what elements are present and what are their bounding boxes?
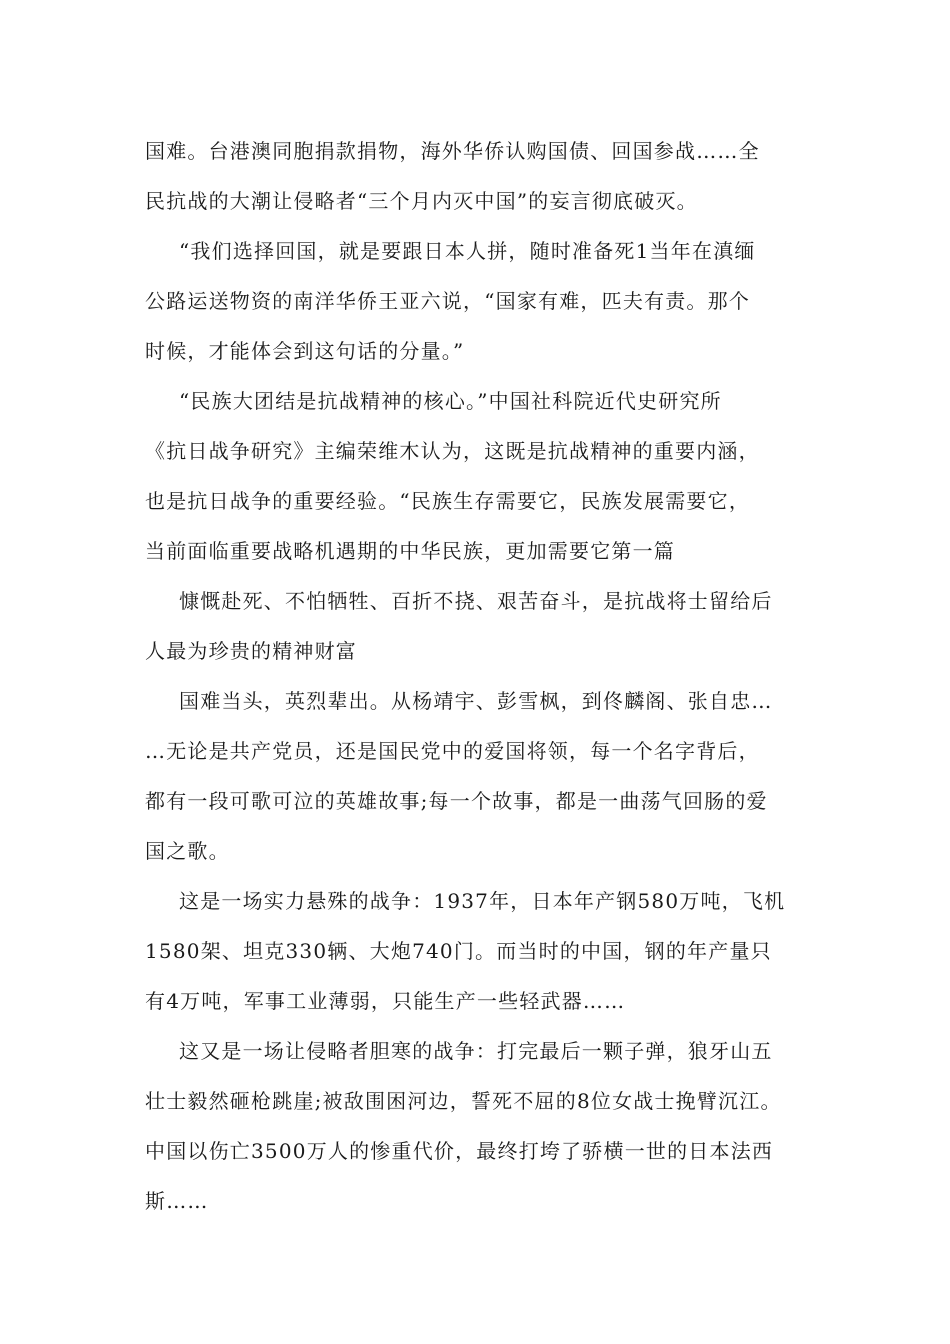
text-line: 《抗日战争研究》主编荣维木认为，这既是抗战精神的重要内涵，: [145, 439, 760, 463]
text-line: 国之歌。: [145, 839, 230, 863]
text-line: 斯……: [145, 1189, 209, 1213]
text-line: 也是抗日战争的重要经验。“民族生存需要它，民族发展需要它，: [145, 489, 751, 513]
body-text: [145, 126, 825, 1226]
text-line: 这又是一场让侵略者胆寒的战争：打完最后一颗子弹，狼牙山五: [179, 1039, 773, 1063]
text-line: 壮士毅然砸枪跳崖;被敌围困河边，誓死不屈的8位女战士挽臂沉江。: [145, 1089, 782, 1113]
text-line: 国难当头，英烈辈出。从杨靖宇、彭雪枫，到佟麟阁、张自忠…: [179, 689, 773, 713]
text-line: 这是一场实力悬殊的战争：1937年，日本年产钢580万吨，飞机: [179, 889, 786, 913]
text-line: 都有一段可歌可泣的英雄故事;每一个故事，都是一曲荡气回肠的爱: [145, 789, 768, 813]
text-line: “民族大团结是抗战精神的核心。”中国社科院近代史研究所: [179, 389, 722, 413]
text-line: “我们选择回国，就是要跟日本人拼，随时准备死1当年在滇缅: [179, 239, 756, 263]
text-line: 人最为珍贵的精神财富: [145, 639, 357, 663]
text-line: 慷慨赴死、不怕牺牲、百折不挠、艰苦奋斗，是抗战将士留给后: [179, 589, 773, 613]
text-line: 中国以伤亡3500万人的惨重代价，最终打垮了骄横一世的日本法西: [145, 1139, 774, 1163]
text-line: 民抗战的大潮让侵略者“三个月内灭中国”的妄言彻底破灭。: [145, 189, 698, 213]
text-line: 有4万吨，军事工业薄弱，只能生产一些轻武器……: [145, 989, 626, 1013]
text-line: 国难。台港澳同胞捐款捐物，海外华侨认购国债、回国参战……全: [145, 139, 760, 163]
text-line: 当前面临重要战略机遇期的中华民族，更加需要它第一篇: [145, 539, 675, 563]
text-line: 时候，才能体会到这句话的分量。”: [145, 339, 465, 363]
text-line: 公路运送物资的南洋华侨王亚六说，“国家有难，匹夫有责。那个: [145, 289, 751, 313]
text-line: …无论是共产党员，还是国民党中的爱国将领，每一个名字背后，: [145, 739, 760, 763]
text-line: 1580架、坦克330辆、大炮740门。而当时的中国，钢的年产量只: [145, 939, 772, 963]
